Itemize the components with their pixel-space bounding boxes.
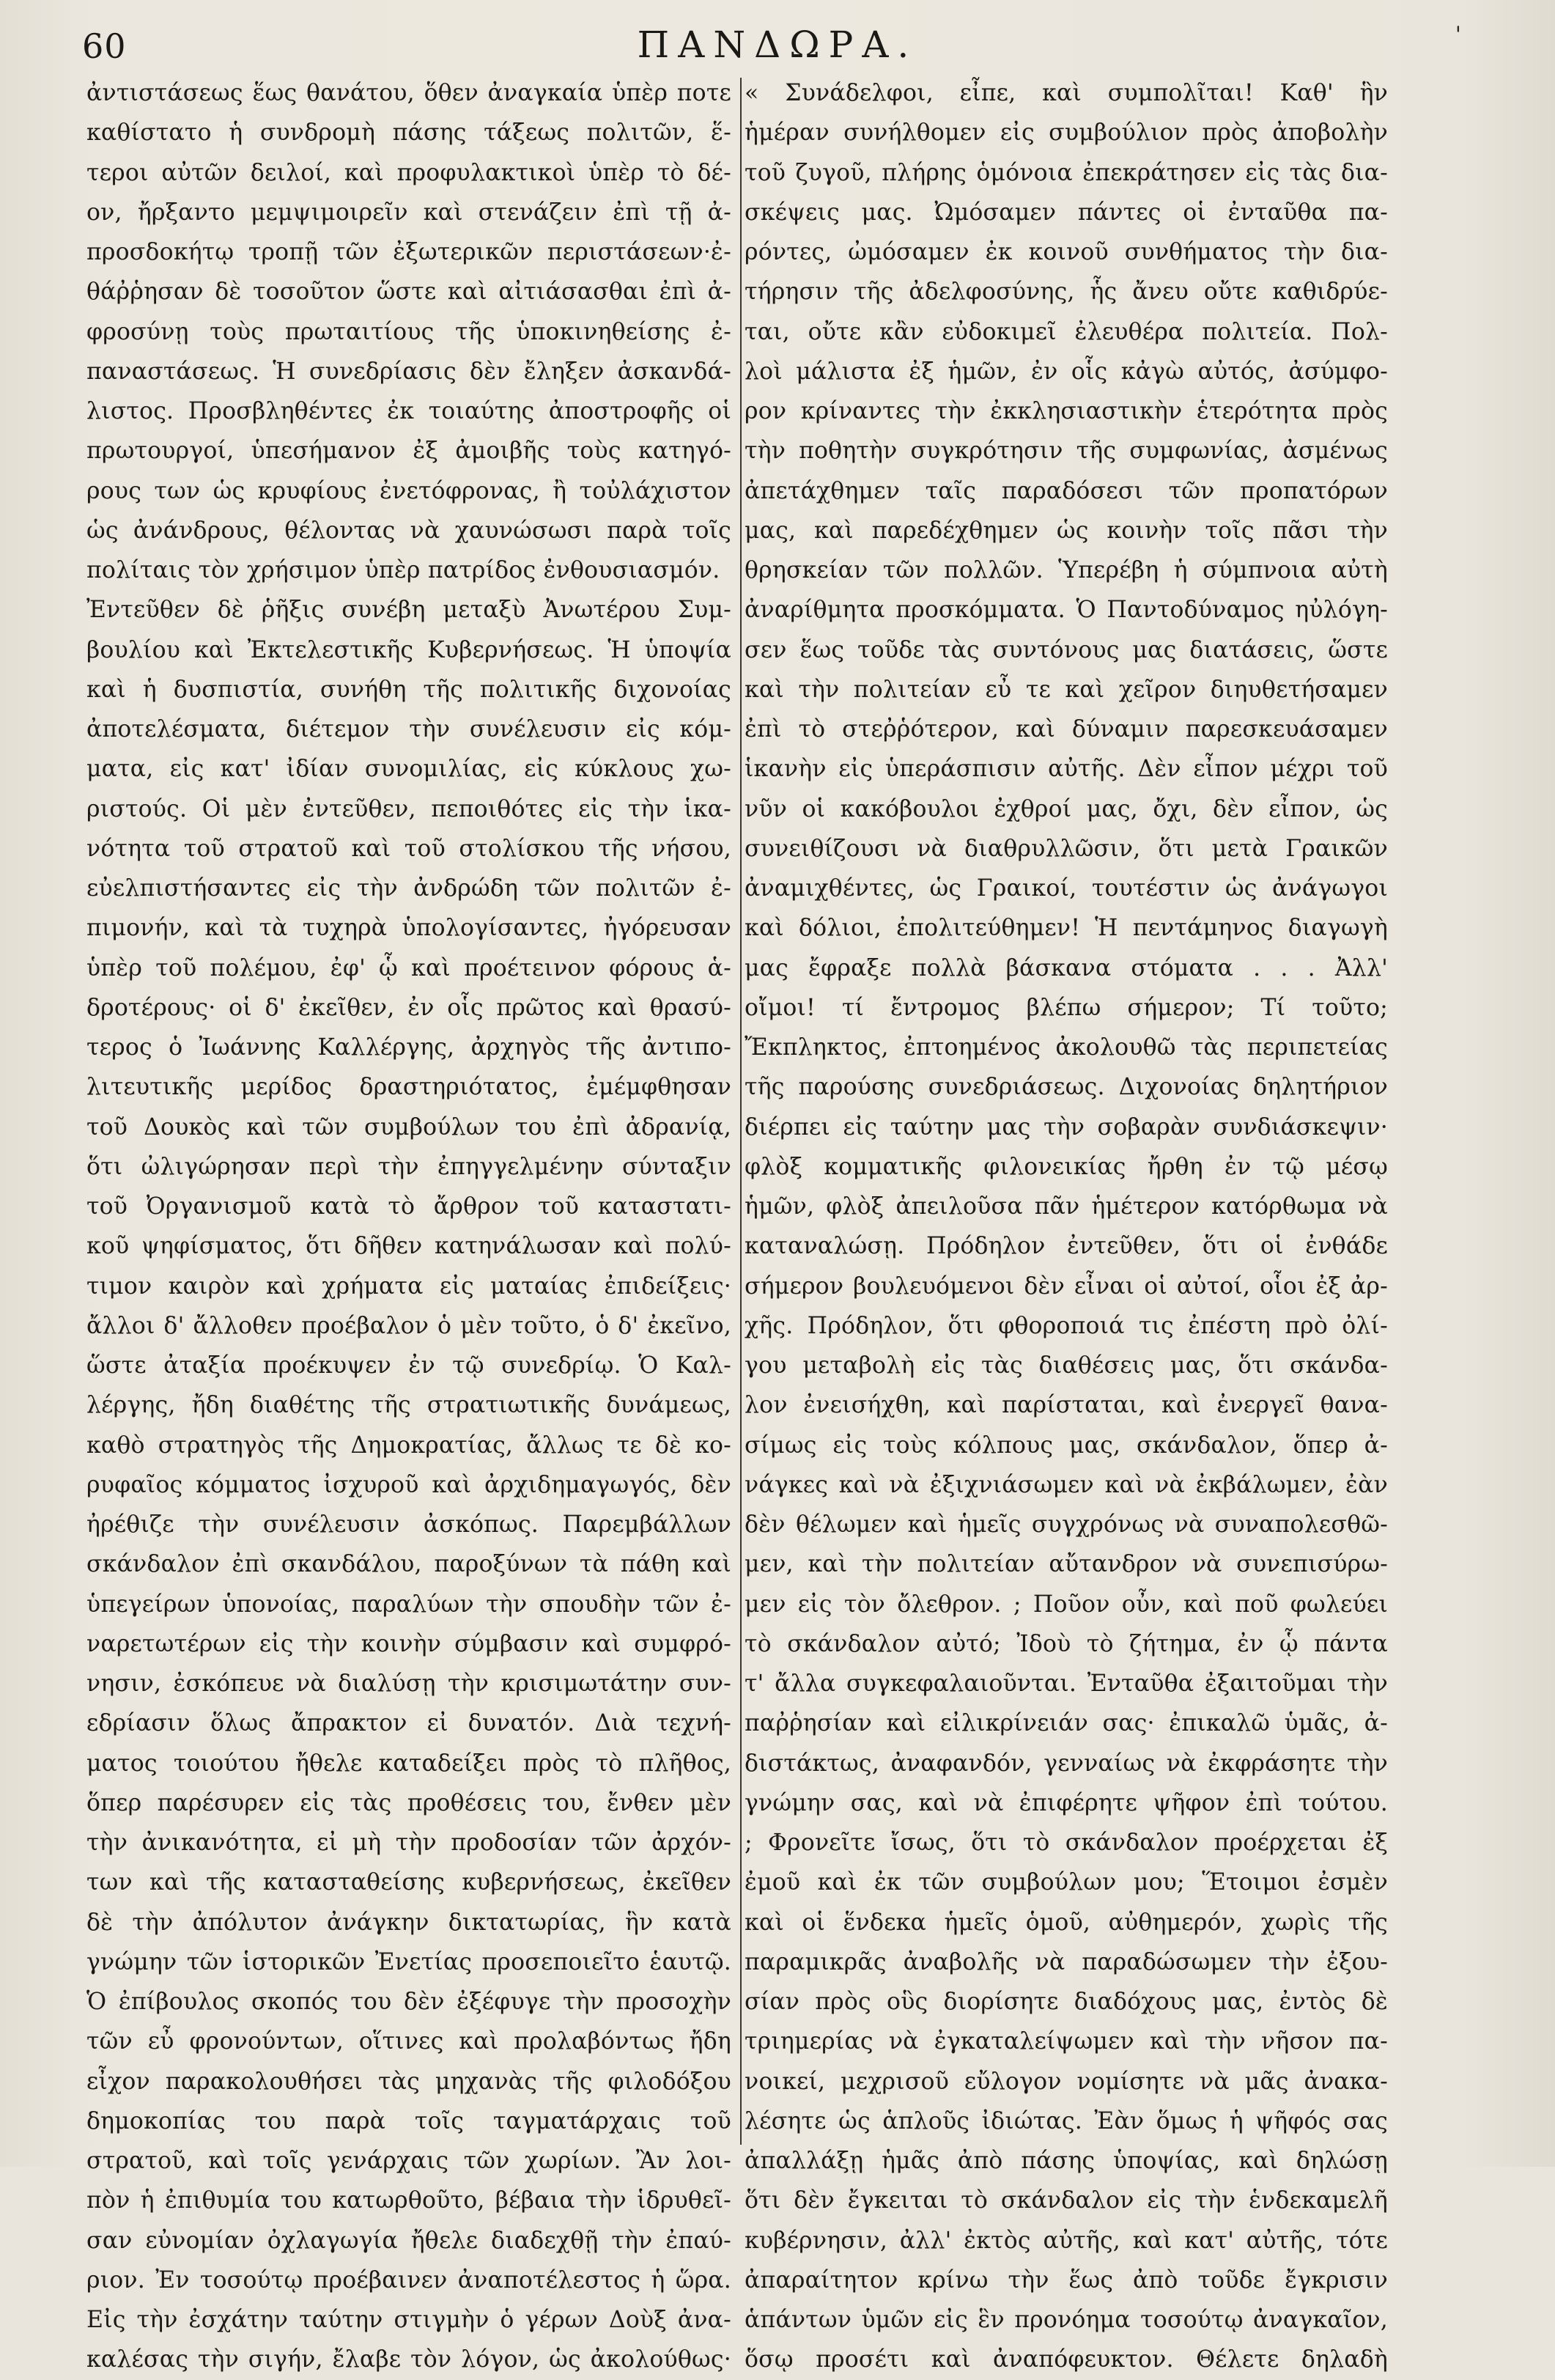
text-line: παραμικρᾶς ἀναβολῆς νὰ παραδώσωμεν τὴν ἐξου- [745,1948,1388,1975]
text-line: ἀναμιχθέντες, ὡς Γραικοί, τουτέστιν ὡς ἀνάγωγοι [745,875,1388,902]
text-line: ἀπαλλάξῃ ἡμᾶς ἀπὸ πάσης ὑποψίας, καὶ δηλώσῃ [745,2148,1388,2174]
text-line: μας ἔφραξε πολλὰ βάσκανα στόματα . . . Ἀλλ' [745,954,1388,981]
text-line: ἀπαραίτητον κρίνω τὴν ἕως ἀπὸ τοῦδε ἔγκρισιν [745,2266,1388,2294]
text-line: πὸν ἡ ἐπιθυμία του κατωρθοῦτο, βέβαια τὴν ἱδρυθεῖ- [86,2187,731,2214]
journal-title: ΠΑΝΔΩΡΑ. [637,23,918,66]
text-line: καλέσας τὴν σιγήν, ἔλαβε τὸν λόγον, ὡς ἀκολούθως· [86,2346,731,2373]
text-line: σίαν πρὸς οὓς διορίσητε διαδόχους μας, ἐντὸς δὲ [745,1989,1388,2015]
text-line: προσδοκήτῳ τροπῇ τῶν ἐξωτερικῶν περιστάσεων·ἐ- [86,239,731,265]
text-line: ἱκανὴν εἰς ὑπεράσπισιν αὐτῆς. Δὲν εἶπον μέχρι τοῦ [745,756,1388,783]
text-line: ριστούς. Οἱ μὲν ἐντεῦθεν, πεποιθότες εἰς τὴν ἱκα- [86,795,731,822]
text-line: ἀπετάχθημεν ταῖς παραδόσεσι τῶν προπατόρων [745,477,1388,504]
text-line: ται, οὔτε κἂν εὐδοκιμεῖ ἐλευθέρα πολιτεία. Πολ- [745,318,1388,345]
text-line: καθὸ στρατηγὸς τῆς Δημοκρατίας, ἄλλως τε δὲ κο- [86,1432,731,1459]
text-line: των καὶ τῆς κατασταθείσης κυβερνήσεως, ἐκεῖθεν [86,1869,731,1896]
text-line: καταναλώσῃ. Πρόδηλον ἐντεῦθεν, ὅτι οἱ ἐνθάδε [745,1233,1388,1260]
left-column [86,73,731,2380]
text-line: πολίταις τὸν χρήσιμον ὑπὲρ πατρίδος ἐνθουσιασμόν. [86,557,720,583]
text-line: ὅπερ παρέσυρεν εἰς τὰς προθέσεις του, ἔνθεν μὲν [86,1789,731,1816]
text-line: τῆς παρούσης συνεδριάσεως. Διχονοίας δηλητήριον [745,1074,1388,1101]
text-line: λοὶ μάλιστα ἐξ ἡμῶν, ἐν οἷς κἀγὼ αὐτός, ἀσύμφο- [745,358,1388,385]
page-number: 60 [82,26,127,66]
text-line: παναστάσεως. Ἡ συνεδρίασις δὲν ἔληξεν ἀσκανδά- [86,358,731,385]
text-line: τ' ἄλλα συγκεφαλαιοῦνται. Ἐνταῦθα ἐξαιτοῦμαι τὴν [745,1670,1388,1697]
text-line: φροσύνῃ τοὺς πρωταιτίους τῆς ὑποκινηθείσης ἐ- [86,318,731,345]
text-line: τεροι αὐτῶν δειλοί, καὶ προφυλακτικοὶ ὑπὲρ τὸ δέ- [86,159,731,186]
text-line: εὐελπιστήσαντες εἰς τὴν ἀνδρώδη τῶν πολιτῶν ἐ- [86,875,731,902]
text-line: βουλίου καὶ Ἐκτελεστικῆς Κυβερνήσεως. Ἡ ὑποψία [86,636,731,663]
text-line: Εἰς τὴν ἐσχάτην ταύτην στιγμὴν ὁ γέρων Δοὺξ ἀνα- [86,2307,731,2333]
text-line: ὥστε ἀταξία προέκυψεν ἐν τῷ συνεδρίῳ. Ὁ Καλ- [86,1352,731,1379]
text-line: ἀναρίθμητα προσκόμματα. Ὁ Παντοδύναμος ηὐλόγη- [745,597,1388,624]
text-line: πρωτουργοί, ὑπεσήμανον ἐξ ἀμοιβῆς τοὺς κατηγό- [86,438,731,465]
text-line: νῦν οἱ κακόβουλοι ἐχθροί μας, ὄχι, δὲν εἶπον, ὡς [745,795,1388,822]
text-line: σήμερον βουλευόμενοι δὲν εἶναι οἱ αὐτοί, οἷοι ἐξ ἀρ- [745,1272,1388,1300]
text-line: δροτέρους· οἱ δ' ἐκεῖθεν, ἐν οἷς πρῶτος καὶ θρασύ- [86,994,731,1021]
text-line: « Συνάδελφοι, εἶπε, καὶ συμπολῖται! Καθ' ἣν [745,80,1388,106]
text-line: οἴμοι! τί ἔντρομος βλέπω σήμερον; Τί τοῦτο; [745,994,1388,1021]
text-line: ρόντες, ὠμόσαμεν ἐκ κοινοῦ συνθήματος τὴν δια- [745,239,1388,265]
text-line: ματα, εἰς κατ' ἰδίαν συνομιλίας, εἰς κύκλους χω- [86,756,731,783]
text-line: ; Φρονεῖτε ἴσως, ὅτι τὸ σκάνδαλον προέρχεται ἐξ [745,1830,1388,1856]
text-line: ἡμέραν συνήλθομεν εἰς συμβούλιον πρὸς ἀποβολὴν [745,119,1388,147]
text-line: λιτευτικῆς μερίδος δραστηριότατος, ἐμέμφθησαν [86,1074,731,1101]
text-line: τοῦ ζυγοῦ, πλήρης ὁμόνοια ἐπεκράτησεν εἰς τὰς δια- [745,159,1388,186]
text-line: Ἐντεῦθεν δὲ ῥῆξις συνέβη μεταξὺ Ἀνωτέρου Συμ- [86,597,731,624]
text-line: συνειθίζουσι νὰ διαθρυλλῶσιν, ὅτι μετὰ Γραικῶν [745,835,1388,862]
text-line: σεν ἕως τοῦδε τὰς συντόνους μας διατάσεις, ὥστε [745,636,1388,663]
text-line: νότητα τοῦ στρατοῦ καὶ τοῦ στολίσκου τῆς νήσου, [86,835,731,862]
text-line: ρους των ὡς κρυφίους ἐνετόφρονας, ἢ τοὐλάχιστον [86,477,731,504]
text-line: κυβέρνησιν, ἀλλ' ἐκτὸς αὐτῆς, καὶ κατ' αὐτῆς, τότε [745,2227,1388,2254]
text-line: ματος τοιούτου ἤθελε καταδείξει πρὸς τὸ πλῆθος, [86,1750,731,1777]
text-line: καὶ τὴν πολιτείαν εὖ τε καὶ χεῖρον διηυθετήσαμεν [745,676,1388,703]
header-mark: ' [1455,22,1461,48]
text-line: κοῦ ψηφίσματος, ὅτι δῆθεν κατηνάλωσαν καὶ πολύ- [86,1233,731,1260]
text-line: διέρπει εἰς ταύτην μας τὴν σοβαρὰν συνδιάσκεψιν· [745,1113,1388,1141]
text-line: γου μεταβολὴ εἰς τὰς διαθέσεις μας, ὅτι σκάνδα- [745,1352,1388,1379]
text-line: ὡς ἀνάνδρους, θέλοντας νὰ χαυνώσωσι παρὰ τοῖς [86,517,731,544]
text-line: ἄλλοι δ' ἄλλοθεν προέβαλον ὁ μὲν τοῦτο, ὁ δ' ἐκεῖνο, [86,1312,731,1339]
text-line: εδρίασιν ὅλως ἄπρακτον εἰ δυνατόν. Διὰ τεχνή- [86,1710,731,1737]
text-line: νοικεί, μεχρισοῦ εὔλογον νομίσητε νὰ μᾶς ἀνακα- [745,2068,1388,2095]
text-line: δὲν θέλωμεν καὶ ἡμεῖς συγχρόνως νὰ συναπολεσθῶ- [745,1511,1388,1538]
text-line: τοῦ Δουκὸς καὶ τῶν συμβούλων του ἐπὶ ἀδρανίᾳ, [86,1113,731,1141]
text-line: καὶ δόλιοι, ἐπολιτεύθημεν! Ἡ πεντάμηνος διαγωγὴ [745,915,1388,942]
text-line: ἠρέθιζε τὴν συνέλευσιν ἀσκόπως. Παρεμβάλλων [86,1511,731,1538]
right-column [745,73,1388,2380]
text-line: νησιν, ἐσκόπευε νὰ διαλύσῃ τὴν κρισιμωτάτην συν- [86,1670,731,1697]
text-line: ὅτι ὠλιγώρησαν περὶ τὴν ἐπηγγελμένην σύνταξιν [86,1153,731,1180]
text-line: καθίστατο ἡ συνδρομὴ πάσης τάξεως πολιτῶν, ἕ- [86,119,731,147]
text-line: μεν, καὶ τὴν πολιτείαν αὔτανδρον νὰ συνεπισύρω- [745,1551,1388,1578]
text-line: λον ἐνεισήχθη, καὶ παρίσταται, καὶ ἐνεργεῖ θανα- [745,1392,1388,1419]
text-line: ον, ἤρξαντο μεμψιμοιρεῖν καὶ στενάζειν ἐπὶ τῇ ἀ- [86,199,731,226]
text-line: χῆς. Πρόδηλον, ὅτι φθοροποιά τις ἐπέστη πρὸ ὀλί- [745,1312,1388,1339]
text-line: τιμον καιρὸν καὶ χρήματα εἰς ματαίας ἐπιδείξεις· [86,1272,731,1300]
text-line: ὑπὲρ τοῦ πολέμου, ἐφ' ᾧ καὶ προέτεινον φόρους ἁ- [86,954,731,981]
text-line: σκέψεις μας. Ὠμόσαμεν πάντες οἱ ἐνταῦθα πα- [745,199,1388,226]
text-line: λιστος. Προσβληθέντες ἐκ τοιαύτης ἀποστροφῆς οἱ [86,398,731,424]
text-line: θάῤῥησαν δὲ τοσοῦτον ὥστε καὶ αἰτιάσασθαι ἐπὶ ἀ- [86,279,731,306]
text-line: ὅτι δὲν ἔγκειται τὸ σκάνδαλον εἰς τὴν ἑνδεκαμελῆ [745,2187,1388,2214]
text-line: σίμως εἰς τοὺς κόλπους μας, σκάνδαλον, ὅπερ ἀ- [745,1432,1388,1459]
text-line: τὸ σκάνδαλον αὐτό; Ἰδοὺ τὸ ζήτημα, ἐν ᾧ πάντα [745,1630,1388,1657]
text-line: γνώμην τῶν ἱστορικῶν Ἐνετίας προσεποιεῖτο ἑαυτῷ. [86,1948,731,1975]
text-line: πιμονήν, καὶ τὰ τυχηρὰ ὑπολογίσαντες, ἠγόρευσαν [86,915,731,942]
text-line: θρησκείαν τῶν πολλῶν. Ὑπερέβη ἡ σύμπνοια αὐτὴ [745,557,1388,583]
column-divider [740,78,742,2145]
text-line: στρατοῦ, καὶ τοῖς γενάρχαις τῶν χωρίων. Ἂν λοι- [86,2148,731,2174]
page-header [0,13,1555,79]
text-line: ἁπάντων ὑμῶν εἰς ἓν προνόημα τοσούτῳ ἀναγκαῖον, [745,2307,1388,2333]
text-line: λέργης, ἤδη διαθέτης τῆς στρατιωτικῆς δυνάμεως, [86,1392,731,1419]
text-line: τὴν ποθητὴν συγκρότησιν τῆς συμφωνίας, ἀσμένως [745,438,1388,465]
text-line: σαν εὐνομίαν ὀχλαγωγία ἤθελε διαδεχθῇ τὴν ἐπαύ- [86,2227,731,2254]
text-line: γνώμην σας, καὶ νὰ ἐπιφέρητε ψῆφον ἐπὶ τούτου. [745,1789,1388,1816]
text-line: ἡμῶν, φλὸξ ἀπειλοῦσα πᾶν ἡμέτερον κατόρθωμα νὰ [745,1193,1388,1220]
text-line: Ὁ ἐπίβουλος σκοπός του δὲν ἐξέφυγε τὴν προσοχὴν [86,1989,731,2015]
text-line: δὲ τὴν ἀπόλυτον ἀνάγκην δικτατωρίας, ἣν κατὰ [86,1909,731,1936]
text-line: μας, καὶ παρεδέχθημεν ὡς κοινὴν τοῖς πᾶσι τὴν [745,517,1388,544]
text-line: ὑπεγείρων ὑπονοίας, παραλύων τὴν σπουδὴν τῶν ἐ- [86,1591,731,1618]
text-line: τήρησιν τῆς ἀδελφοσύνης, ἧς ἄνευ οὔτε καθιδρύε- [745,279,1388,306]
text-line: καὶ ἡ δυσπιστία, συνήθη τῆς πολιτικῆς διχονοίας [86,676,731,703]
text-line: φλὸξ κομματικῆς φιλονεικίας ἤρθη ἐν τῷ μέσῳ [745,1153,1388,1180]
text-line: εἶχον παρακολουθήσει τὰς μηχανὰς τῆς φιλοδόξου [86,2068,731,2095]
text-line: τοῦ Ὀργανισμοῦ κατὰ τὸ ἄρθρον τοῦ καταστατι- [86,1193,731,1220]
text-line: ἐπὶ τὸ στεῤῥότερον, καὶ δύναμιν παρεσκευάσαμεν [745,716,1388,743]
text-line: ἀντιστάσεως ἕως θανάτου, ὅθεν ἀναγκαία ὑπὲρ ποτε [86,80,731,106]
text-line: λέσητε ὡς ἁπλοῦς ἰδιώτας. Ἐὰν ὅμως ἡ ψῆφός σας [745,2107,1388,2134]
text-line: τριημερίας νὰ ἐγκαταλείψωμεν καὶ τὴν νῆσον πα- [745,2028,1388,2055]
text-line: Ἔκπληκτος, ἐπτοημένος ἀκολουθῶ τὰς περιπετείας [745,1034,1388,1061]
text-line: σκάνδαλον ἐπὶ σκανδάλου, παροξύνων τὰ πάθη καὶ [86,1551,731,1578]
text-line: ριον. Ἐν τοσούτῳ προέβαινεν ἀναποτέλεστος ἡ ὥρα. [86,2266,731,2294]
text-line: τῶν εὖ φρονούντων, οἵτινες καὶ προλαβόντως ἤδη [86,2028,731,2055]
text-line: νάγκες καὶ νὰ ἐξιχνιάσωμεν καὶ νὰ ἐκβάλωμεν, ἐὰν [745,1471,1388,1498]
text-line: ὅσῳ προσέτι καὶ ἀναπόφευκτον. Θέλετε δηλαδὴ [745,2346,1388,2373]
text-line: καὶ οἱ ἕνδεκα ἡμεῖς ὁμοῦ, αὐθημερόν, χωρὶς τῆς [745,1909,1388,1936]
text-line: τερος ὁ Ἰωάννης Καλλέργης, ἀρχηγὸς τῆς ἀντιπο- [86,1034,731,1061]
text-line: ρον κρίναντες τὴν ἐκκλησιαστικὴν ἑτερότητα πρὸς [745,398,1388,424]
text-line: μεν εἰς τὸν ὄλεθρον. ; Ποῦον οὖν, καὶ ποῦ φωλεύει [745,1591,1388,1618]
text-line: δημοκοπίας του παρὰ τοῖς ταγματάρχαις τοῦ [86,2107,731,2134]
text-line: ἀποτελέσματα, διέτεμον τὴν συνέλευσιν εἰς κόμ- [86,716,731,743]
text-line: παῤῥησίαν καὶ εἰλικρίνειάν σας· ἐπικαλῶ ὑμᾶς, ἀ- [745,1710,1388,1737]
text-line: τὴν ἀνικανότητα, εἰ μὴ τὴν προδοσίαν τῶν ἀρχόν- [86,1830,731,1856]
text-line: ρυφαῖος κόμματος ἰσχυροῦ καὶ ἀρχιδημαγωγός, δὲν [86,1471,731,1498]
text-line: ναρετωτέρων εἰς τὴν κοινὴν σύμβασιν καὶ συμφρό- [86,1630,731,1657]
text-line: διστάκτως, ἀναφανδόν, γενναίως νὰ ἐκφράσητε τὴν [745,1750,1388,1777]
text-line: ἐμοῦ καὶ ἐκ τῶν συμβούλων μου; Ἕτοιμοι ἐσμὲν [745,1869,1388,1896]
